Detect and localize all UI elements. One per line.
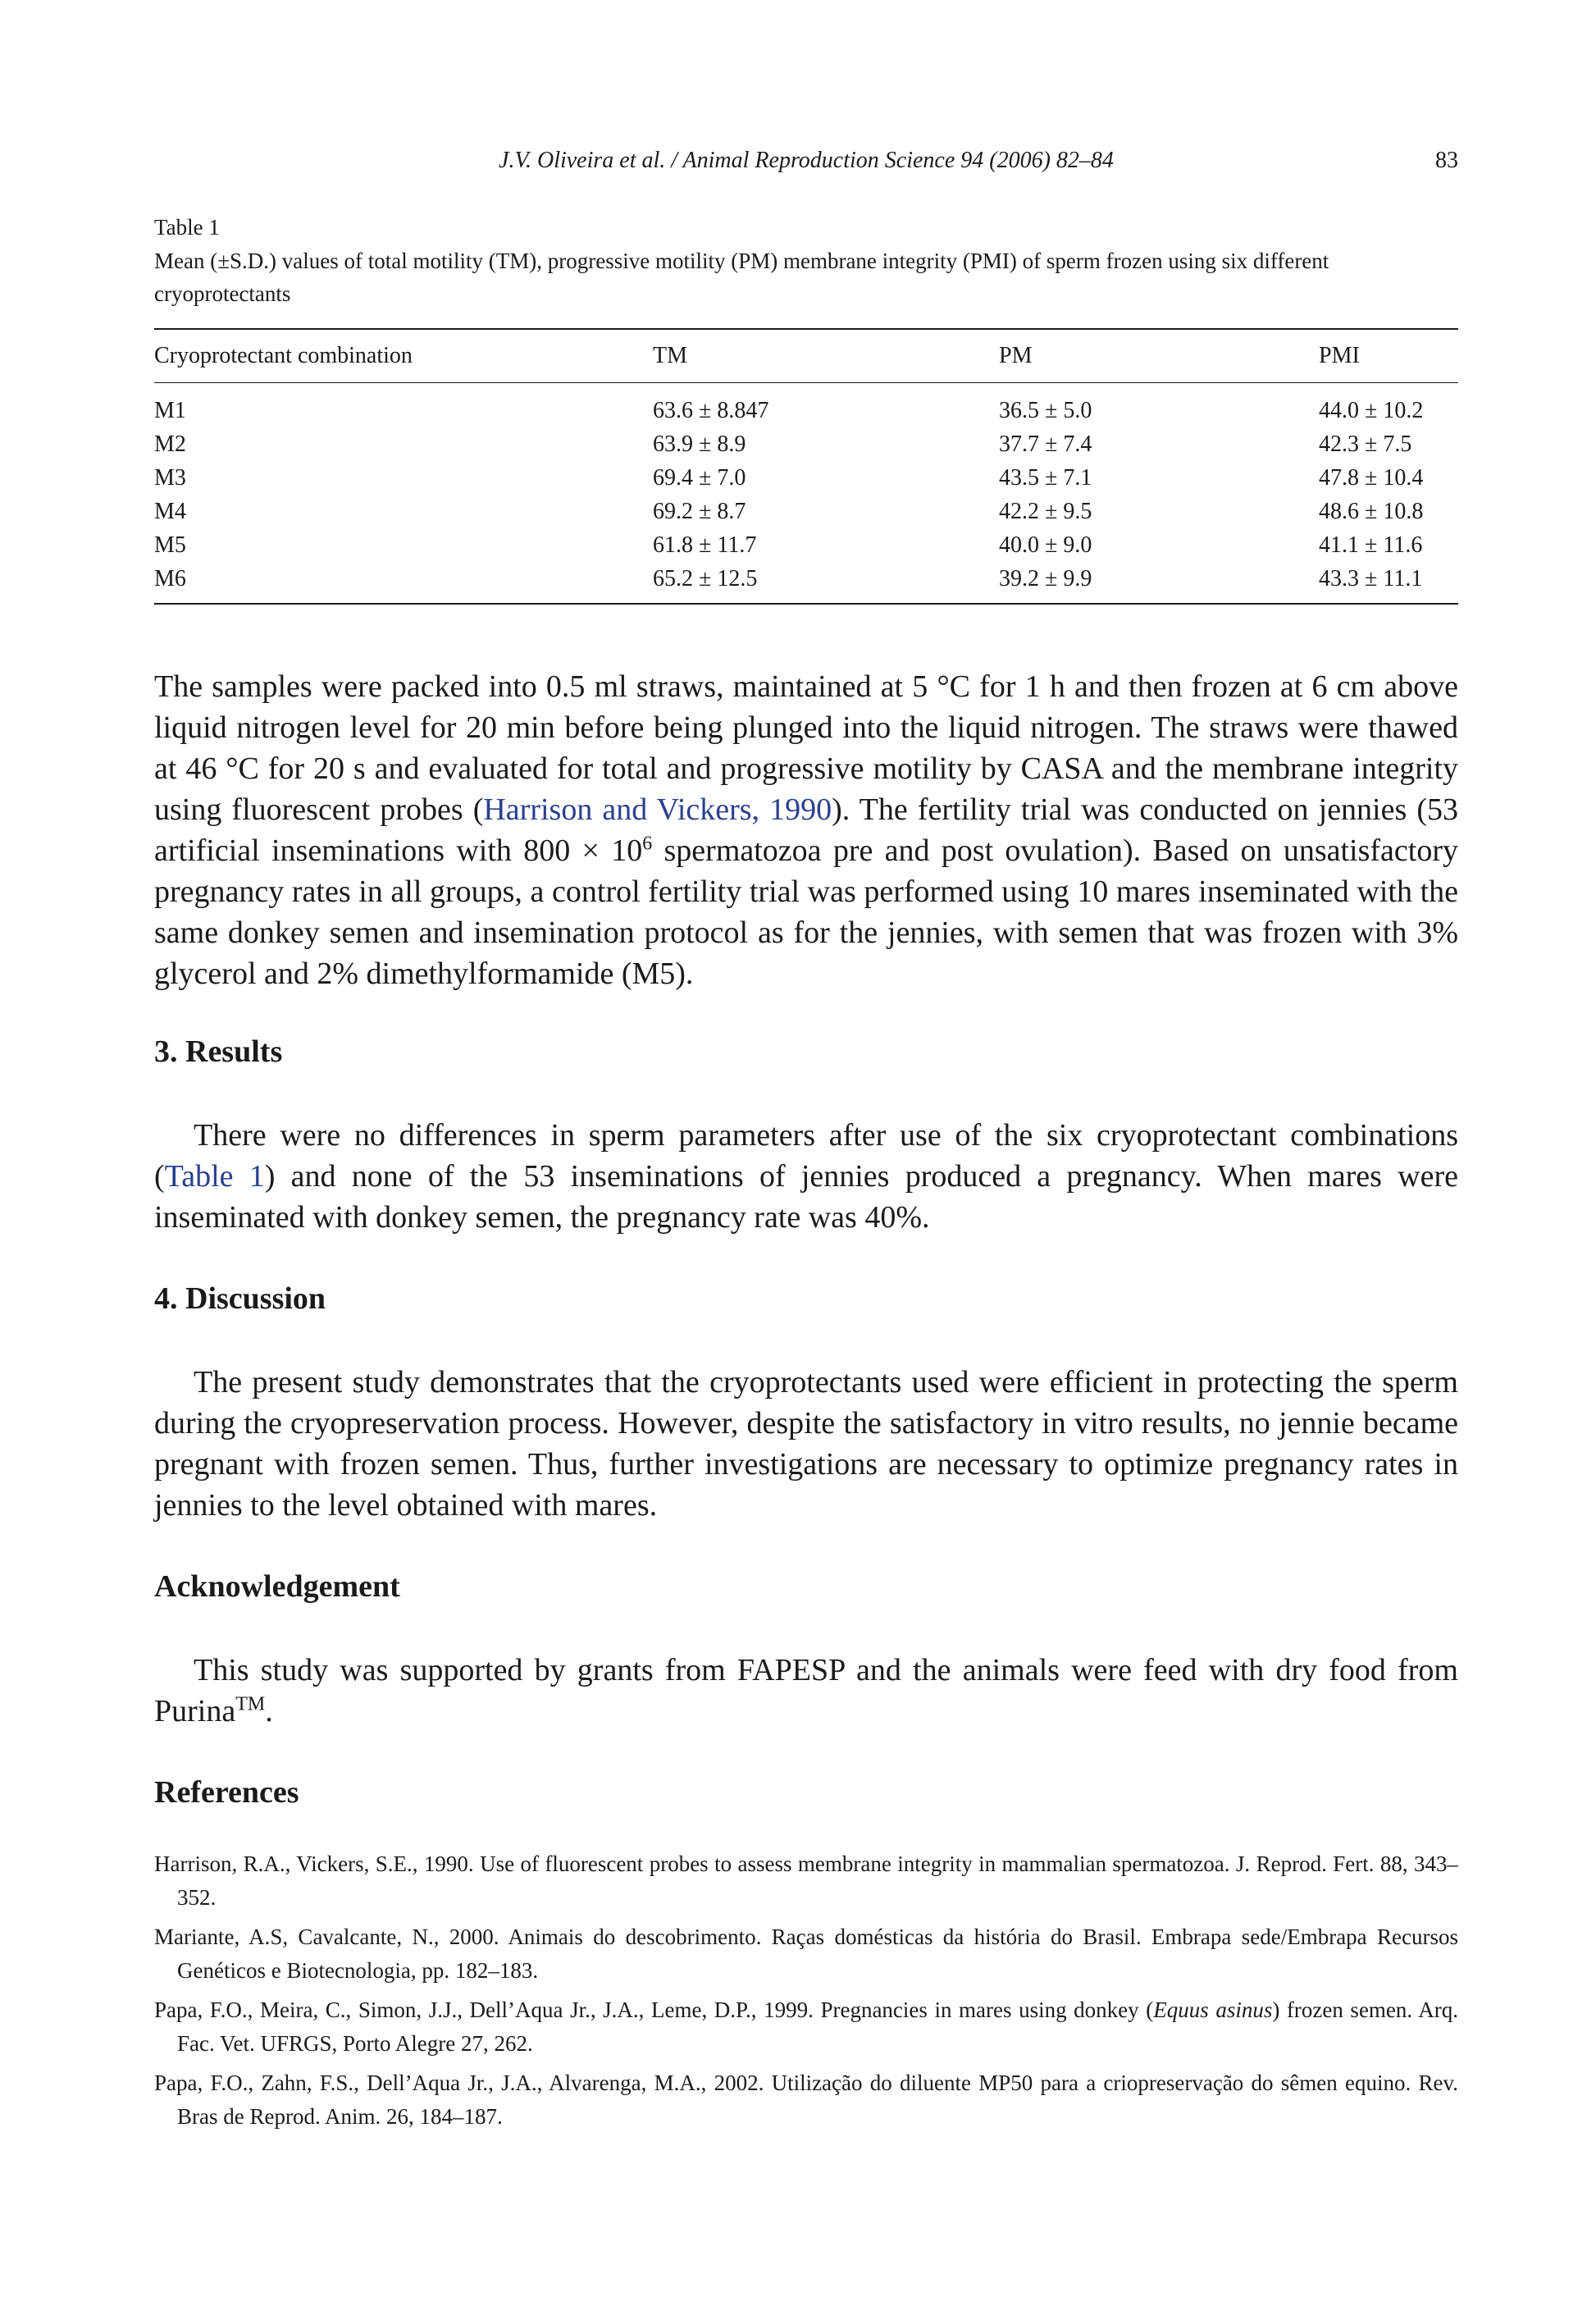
results-paragraph [154, 1115, 1458, 1238]
acknowledgement-heading: Acknowledgement [154, 1569, 400, 1604]
results-heading: 3. Results [154, 1034, 283, 1069]
cell-pm: 43.5 ± 7.1 [999, 465, 1092, 491]
header-pmi: PMI [1319, 343, 1360, 368]
species-name: Equus asinus [1153, 1998, 1273, 2022]
cell-pmi: 48.6 ± 10.8 [1319, 499, 1424, 524]
table-row [154, 494, 1458, 527]
cell-pm: 37.7 ± 7.4 [999, 431, 1092, 457]
cell-pm: 40.0 ± 9.0 [999, 532, 1092, 558]
cell-pmi: 43.3 ± 11.1 [1319, 566, 1423, 591]
header-tm: TM [653, 343, 687, 368]
reference-item [154, 1993, 1458, 2061]
cell-pm: 42.2 ± 9.5 [999, 499, 1092, 524]
header-cryoprotectant: Cryoprotectant combination [154, 343, 413, 368]
trademark-symbol: TM [235, 1693, 266, 1715]
cell-tm: 63.6 ± 8.847 [653, 398, 769, 423]
reference-item: Papa, F.O., Zahn, F.S., Dell’Aqua Jr., J.A., Alvarenga, M.A., 2002. Utilização do diluente MP50 para a criopreservação do sêmen equino. Rev. Bras de Reprod. Anim. 26, 184–187. [154, 2071, 1458, 2129]
running-head-citation: J.V. Oliveira et al. / Animal Reproduction Science 94 (2006) 82–84 [499, 148, 1114, 173]
methods-paragraph [154, 666, 1458, 994]
discussion-paragraph [154, 1362, 1458, 1526]
reference-text: Papa, F.O., Meira, C., Simon, J.J., Dell’Aqua Jr., J.A., Leme, D.P., 1999. Pregnancies in mares using donkey ( [154, 1998, 1154, 2022]
references-list [154, 1847, 1458, 2139]
table-row [154, 561, 1458, 595]
cell-pmi: 42.3 ± 7.5 [1319, 431, 1412, 457]
cell-tm: 69.4 ± 7.0 [653, 465, 746, 491]
methods-text-2: ). The fertility trial was conducted on jennies (53 artificial inseminations with 800 × 10 [154, 792, 1459, 868]
table-caption: Mean (±S.D.) values of total motility (TM), progressive motility (PM) membrane integrity (PMI) of sperm frozen using six different cryoprotectants [154, 249, 1329, 306]
cell-pm: 36.5 ± 5.0 [999, 398, 1092, 423]
cell-label: M4 [154, 499, 186, 524]
discussion-heading: 4. Discussion [154, 1281, 326, 1316]
exponent: 6 [642, 833, 653, 855]
cell-tm: 63.9 ± 8.9 [653, 431, 746, 457]
results-table [154, 328, 1458, 605]
table-header-row [154, 330, 1458, 383]
cell-tm: 61.8 ± 11.7 [653, 532, 757, 558]
results-text-2: ) and none of the 53 inseminations of jennies produced a pregnancy. When mares were inseminated with donkey semen, the pregnancy rate was 40%. [154, 1159, 1458, 1235]
cell-label: M5 [154, 532, 186, 558]
running-head [154, 148, 1458, 180]
table-row [154, 427, 1458, 460]
reference-text: ) frozen semen. Arq. Fac. Vet. UFRGS, Porto Alegre 27, 262. [177, 1998, 1458, 2056]
cell-label: M1 [154, 398, 186, 423]
cell-label: M2 [154, 431, 186, 457]
header-pm: PM [999, 343, 1033, 368]
reference-item: Mariante, A.S, Cavalcante, N., 2000. Animais do descobrimento. Raças domésticas da história do Brasil. Embrapa sede/Embrapa Recursos Genéticos e Biotecnologia, pp. 182–183. [154, 1924, 1458, 1983]
methods-text-3: spermatozoa pre and post ovulation). Based on unsatisfactory pregnancy rates in all groups, a control fertility trial was performed using 10 mares inseminated with the same donkey semen and insemination protocol as for the jennies, with semen that was frozen with 3% glycerol and 2% dimethylformamide (M5). [154, 833, 1458, 991]
cell-pm: 39.2 ± 9.9 [999, 566, 1092, 591]
citation-harrison-vickers[interactable]: Harrison and Vickers, 1990 [483, 792, 832, 827]
table-1-link[interactable]: Table 1 [164, 1159, 265, 1194]
reference-item: Harrison, R.A., Vickers, S.E., 1990. Use of fluorescent probes to assess membrane integrity in mammalian spermatozoa. J. Reprod. Fert. 88, 343–352. [154, 1851, 1458, 1910]
page-number: 83 [1435, 148, 1458, 173]
table-label: Table 1 [154, 215, 220, 240]
cell-pmi: 41.1 ± 11.6 [1319, 532, 1423, 558]
cell-label: M3 [154, 465, 186, 491]
journal-page [154, 0, 1458, 2324]
methods-text-1: The samples were packed into 0.5 ml straws, maintained at 5 °C for 1 h and then frozen at 6 cm above liquid nitrogen level for 20 min before being plunged into the liquid nitrogen. The straws were thawed at 46 °C for 20 s and evaluated for total and progressive motility by CASA and the membrane integrity using fluorescent probes ( [154, 669, 1458, 827]
cell-pmi: 44.0 ± 10.2 [1319, 398, 1424, 423]
references-heading: References [154, 1775, 299, 1810]
cell-tm: 65.2 ± 12.5 [653, 566, 758, 591]
cell-label: M6 [154, 566, 186, 591]
acknowledgement-end: . [265, 1694, 273, 1728]
table-row [154, 460, 1458, 494]
acknowledgement-text: This study was supported by grants from FAPESP and the animals were feed with dry food from Purina [154, 1653, 1458, 1728]
table-body [154, 383, 1458, 605]
cell-tm: 69.2 ± 8.7 [653, 499, 746, 524]
table-row [154, 527, 1458, 561]
results-text-1: There were no differences in sperm parameters after use of the six cryoprotectant combinations ( [154, 1118, 1458, 1194]
cell-pmi: 47.8 ± 10.4 [1319, 465, 1424, 491]
table-row [154, 393, 1458, 427]
acknowledgement-paragraph [154, 1650, 1458, 1732]
discussion-text: The present study demonstrates that the cryoprotectants used were efficient in protecting the sperm during the cryopreservation process. However, despite the satisfactory in vitro results, no jennie became pregnant with frozen semen. Thus, further investigations are necessary to optimize pregnancy rates in jennies to the level obtained with mares. [154, 1365, 1458, 1523]
